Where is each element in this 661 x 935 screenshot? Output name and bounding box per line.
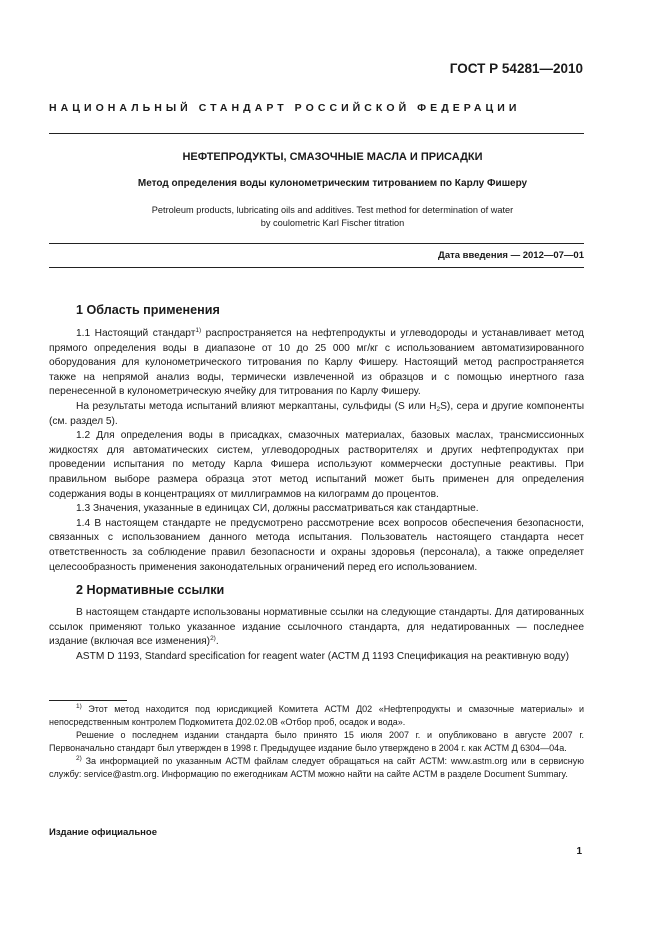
section-2-body <box>49 606 584 664</box>
paragraph-1-1 <box>49 327 584 400</box>
footnote-separator <box>49 700 127 701</box>
english-title <box>40 204 625 230</box>
footnote-ref-2: 2) <box>210 635 216 643</box>
paragraph-1-3: 1.3 Значения, указанные в единицах СИ, должны рассматриваться как стандартные. <box>76 503 479 515</box>
title-divider <box>49 243 584 244</box>
paragraph-2-1-text-b: . <box>215 636 219 648</box>
paragraph-2-1 <box>49 606 584 650</box>
footnotes <box>49 703 584 780</box>
footnote-ref-1: 1) <box>195 327 202 334</box>
introduction-date: Дата введения — 2012—07—01 <box>438 250 584 261</box>
mercaptans-text-c: S), сера и другие компоненты (см. раздел 5). <box>49 400 585 427</box>
footnote-1-text: Этот метод находится под юрисдикцией Комитета АСТМ Д02 «Нефтепродукты и смазочные материалы» и непосредственным контролем Подкомитета Д02.02.0В «Отбор проб, осадок и вода». <box>49 704 584 727</box>
national-standard-heading: НАЦИОНАЛЬНЫЙ СТАНДАРТ РОССИЙСКОЙ ФЕДЕРАЦИИ <box>49 102 521 114</box>
h2s-subscript: 2 <box>436 405 441 413</box>
section-1-body <box>49 327 584 575</box>
document-subtitle: Метод определения воды кулонометрическим титрованием по Карлу Фишеру <box>137 178 528 189</box>
edition-label: Издание официальное <box>49 827 157 838</box>
english-title-line-2: by coulometric Karl Fischer titration <box>260 218 405 228</box>
paragraph-1-1-text-b: распространяется на нефтепродукты и углеводороды и устанавливает метод прямого определения воды в диапазоне от 10 до 25 000 мг/кг с использованием автоматизированного оборудования для кулонометрического титрования по Карлу Фишеру. Настоящий метод распространяется также на непрямой анализ воды, термически извлеченной из образцов и с помощью инертного газа перенесенной в кулонометрическую ячейку для титрования по Карлу Фишеру. <box>49 328 584 398</box>
section-2-heading: 2 Нормативные ссылки <box>76 583 225 597</box>
document-code: ГОСТ Р 54281—2010 <box>449 61 583 76</box>
paragraph-1-1-text-a: 1.1 Настоящий стандарт <box>76 328 196 339</box>
footnote-1-continued: Решение о последнем издании стандарта было принято 15 июля 2007 г. и опубликовано в августе 2007 г. Первоначально стандарт был утвержден в 1998 г. Предыдущее издание было утверждено в 2004 г. как АСТМ Д 6304—04а. <box>49 729 584 753</box>
paragraph-1-4: 1.4 В настоящем стандарте не предусмотрено рассмотрение всех вопросов обеспечения безопасности, связанных с использованием данного метода испытания. Пользователь настоящего стандарта несет ответственность за соблюдение правил безопасности и охраны здоровья (персонала), а также определяет целесообразность применения законодательных ограничений перед его использованием. <box>49 517 584 573</box>
document-title: НЕФТЕПРОДУКТЫ, СМАЗОЧНЫЕ МАСЛА И ПРИСАДКИ <box>182 151 483 163</box>
paragraph-1-2: 1.2 Для определения воды в присадках, смазочных материалах, базовых маслах, трансмиссионных жидкостях для автоматических систем, углеводородных растворителях и других нефтепродуктах при проведении испытания по методу Карла Фишера используют коммерчески доступные реактивы. При правильном выборе размера образца этот метод испытаний может быть применен для определения содержания воды в концентрациях от миллиграммов на килограмм до процентов. <box>49 430 584 500</box>
mercaptans-text-b: или H <box>404 400 437 412</box>
footnote-2-marker: 2) <box>76 754 82 762</box>
header-divider <box>49 133 584 134</box>
mercaptans-text-a: На результаты метода испытаний влияют меркаптаны, сульфиды (S <box>76 400 405 412</box>
footnote-2 <box>49 755 584 781</box>
paragraph-2-1-text-a: В настоящем стандарте использованы нормативные ссылки на следующие стандарты. Для датированных ссылок применяют только указанное издание ссылочного стандарта, для недатированных — последнее издание (включая все изменения) <box>49 607 584 648</box>
page-number: 1 <box>576 846 582 857</box>
english-title-line-1: Petroleum products, lubricating oils and additives. Test method for determination of water <box>151 205 514 215</box>
footnote-1-marker: 1) <box>76 703 82 710</box>
footnote-1 <box>49 703 584 729</box>
paragraph-2-2: ASTM D 1193, Standard specification for reagent water (АСТМ Д 1193 Спецификация на реактивную воду) <box>76 650 569 662</box>
paragraph-mercaptans <box>49 400 584 429</box>
date-divider <box>49 267 584 268</box>
section-1-heading: 1 Область применения <box>76 303 220 317</box>
footnote-2-text: За информацией по указанным АСТМ файлам следует обращаться на сайт АСТМ: www.astm.org или в сервисную службу: service@astm.org. Информацию по ежегодникам АСТМ можно найти на сайте АСТМ в разделе Document Summary. <box>49 755 584 779</box>
